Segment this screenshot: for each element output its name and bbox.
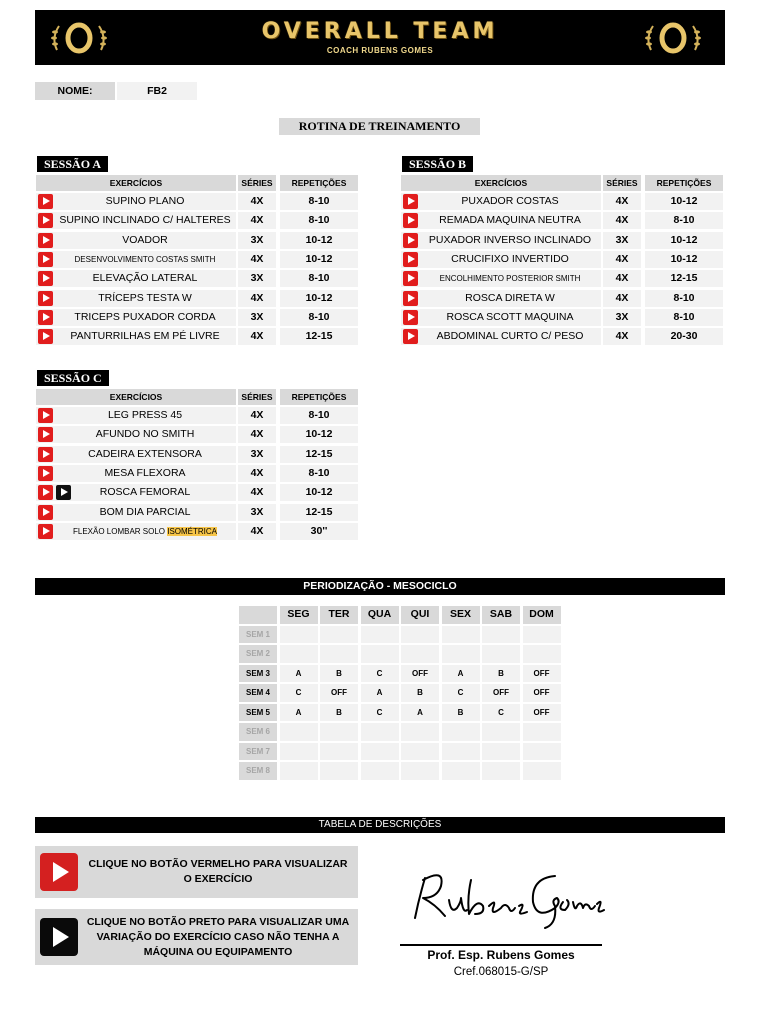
- reps-value: 8-10: [645, 290, 723, 307]
- reps-value: 8-10: [645, 212, 723, 229]
- day-cell: B: [320, 665, 358, 683]
- day-header: TER: [320, 606, 358, 624]
- black-play-icon: [40, 918, 78, 956]
- day-cell: [442, 723, 480, 741]
- table-row: [36, 270, 358, 288]
- day-cell: [280, 645, 318, 663]
- session-b: [401, 155, 723, 345]
- black-play-button[interactable]: [56, 485, 71, 500]
- red-play-button[interactable]: [403, 233, 418, 248]
- week-row: [239, 626, 563, 644]
- table-row: [401, 212, 723, 230]
- series-value: 4X: [238, 523, 276, 540]
- series-value: 4X: [238, 212, 276, 229]
- table-row: [36, 289, 358, 307]
- exercise-name: CADEIRA EXTENSORA: [88, 447, 202, 460]
- day-cell: [523, 743, 561, 761]
- table-row: [401, 231, 723, 249]
- week-label: SEM 8: [239, 762, 277, 780]
- exercise-name: SUPINO PLANO: [105, 195, 185, 208]
- day-cell: [523, 645, 561, 663]
- red-play-button[interactable]: [38, 505, 53, 520]
- reps-value: 10-12: [280, 484, 358, 501]
- day-cell: B: [401, 684, 439, 702]
- col-reps: REPETIÇÕES: [280, 175, 358, 191]
- red-play-button[interactable]: [403, 291, 418, 306]
- day-cell: A: [442, 665, 480, 683]
- reps-value: 12-15: [280, 446, 358, 463]
- day-cell: [320, 743, 358, 761]
- day-cell: [482, 723, 520, 741]
- day-cell: C: [361, 704, 399, 722]
- reps-value: 8-10: [280, 270, 358, 287]
- reps-value: 12-15: [280, 504, 358, 521]
- reps-value: 10-12: [280, 232, 358, 249]
- table-header: [401, 175, 723, 191]
- day-cell: [401, 743, 439, 761]
- col-reps: REPETIÇÕES: [645, 175, 723, 191]
- week-label: SEM 5: [239, 704, 277, 722]
- red-play-icon: [40, 853, 78, 891]
- black-button-text: CLIQUE NO BOTÃO PRETO PARA VISUALIZAR UMA VARIAÇÃO DO EXERCÍCIO CASO NÃO TENHA A MÁQUINA OU EQUIPAMENTO: [86, 915, 350, 958]
- student-name-row: [35, 82, 197, 100]
- exercise-name: ROSCA FEMORAL: [99, 486, 191, 499]
- series-value: 3X: [238, 232, 276, 249]
- col-reps: REPETIÇÕES: [280, 389, 358, 405]
- reps-value: 8-10: [645, 309, 723, 326]
- table-row: [36, 407, 358, 425]
- table-row: [401, 193, 723, 211]
- coach-subtitle: COACH RUBENS GOMES: [326, 46, 434, 55]
- exercise-name: PUXADOR COSTAS: [461, 195, 559, 208]
- day-cell: B: [482, 665, 520, 683]
- exercise-name: BOM DIA PARCIAL: [99, 505, 191, 518]
- exercise-name: ENCOLHIMENTO POSTERIOR SMITH: [439, 274, 581, 284]
- day-cell: A: [280, 704, 318, 722]
- red-play-button[interactable]: [403, 310, 418, 325]
- day-header: SEG: [280, 606, 318, 624]
- reps-value: 10-12: [645, 193, 723, 210]
- series-value: 4X: [603, 193, 641, 210]
- table-header: [36, 175, 358, 191]
- day-cell: C: [280, 684, 318, 702]
- day-cell: OFF: [523, 684, 561, 702]
- name-label: NOME:: [35, 82, 115, 100]
- series-value: 4X: [238, 484, 276, 501]
- series-value: 4X: [238, 328, 276, 345]
- reps-value: 10-12: [645, 251, 723, 268]
- signature-image: [405, 858, 605, 938]
- series-value: 4X: [603, 328, 641, 345]
- series-value: 4X: [603, 290, 641, 307]
- series-value: 3X: [603, 232, 641, 249]
- exercise-name: MESA FLEXORA: [104, 466, 186, 479]
- week-row: [239, 762, 563, 780]
- series-value: 3X: [238, 270, 276, 287]
- day-cell: C: [361, 665, 399, 683]
- day-cell: [361, 723, 399, 741]
- red-play-button[interactable]: [403, 271, 418, 286]
- exercise-name: PANTURRILHAS EM PÉ LIVRE: [70, 330, 220, 343]
- table-row: [36, 212, 358, 230]
- day-cell: [361, 645, 399, 663]
- red-play-button[interactable]: [38, 233, 53, 248]
- day-cell: [280, 762, 318, 780]
- series-value: 3X: [603, 309, 641, 326]
- week-row: [239, 665, 563, 683]
- day-cell: A: [361, 684, 399, 702]
- table-row: [401, 270, 723, 288]
- red-play-button[interactable]: [38, 329, 53, 344]
- day-header: DOM: [523, 606, 561, 624]
- day-cell: B: [320, 704, 358, 722]
- exercise-name-highlight: ISOMÉTRICA: [167, 526, 218, 536]
- day-cell: [442, 645, 480, 663]
- day-cell: [401, 762, 439, 780]
- day-cell: A: [280, 665, 318, 683]
- signature-line: [400, 944, 602, 946]
- red-play-button[interactable]: [403, 329, 418, 344]
- day-cell: C: [442, 684, 480, 702]
- day-cell: A: [401, 704, 439, 722]
- reps-value: 12-15: [645, 270, 723, 287]
- series-value: 4X: [603, 212, 641, 229]
- red-play-button[interactable]: [38, 466, 53, 481]
- series-value: 4X: [238, 251, 276, 268]
- reps-value: 8-10: [280, 212, 358, 229]
- week-label: SEM 6: [239, 723, 277, 741]
- series-value: 4X: [238, 426, 276, 443]
- col-exercises: EXERCÍCIOS: [36, 175, 236, 191]
- week-label: SEM 7: [239, 743, 277, 761]
- red-play-button[interactable]: [38, 194, 53, 209]
- reps-value: 8-10: [280, 465, 358, 482]
- team-title: OVERALL TEAM: [261, 19, 499, 44]
- table-row: [36, 251, 358, 269]
- day-cell: [482, 762, 520, 780]
- grid-header-row: [239, 606, 563, 624]
- day-cell: [280, 626, 318, 644]
- col-exercises: EXERCÍCIOS: [36, 389, 236, 405]
- session-label: SESSÃO A: [37, 156, 108, 172]
- series-value: 3X: [238, 309, 276, 326]
- black-button-description: [35, 909, 358, 965]
- day-header: QUA: [361, 606, 399, 624]
- red-play-button[interactable]: [38, 408, 53, 423]
- session-table: [401, 175, 723, 345]
- header-banner: [35, 10, 725, 65]
- day-cell: [401, 723, 439, 741]
- exercise-name: TRICEPS PUXADOR CORDA: [74, 310, 216, 323]
- table-header: [36, 389, 358, 405]
- session-table: [36, 175, 358, 345]
- day-cell: [361, 762, 399, 780]
- name-value: FB2: [117, 82, 197, 100]
- exercise-name: DESENVOLVIMENTO COSTAS SMITH: [74, 254, 216, 264]
- series-value: 4X: [238, 407, 276, 424]
- series-value: 4X: [238, 290, 276, 307]
- session-a: [36, 155, 358, 345]
- series-value: 4X: [603, 270, 641, 287]
- coach-name: Prof. Esp. Rubens Gomes: [427, 948, 575, 962]
- exercise-name: ROSCA SCOTT MAQUINA: [446, 310, 574, 323]
- day-cell: OFF: [482, 684, 520, 702]
- table-row: [36, 309, 358, 327]
- table-row: [36, 231, 358, 249]
- exercise-name: AFUNDO NO SMITH: [95, 428, 195, 441]
- table-row: [36, 426, 358, 444]
- red-play-button[interactable]: [38, 271, 53, 286]
- red-play-button[interactable]: [38, 291, 53, 306]
- red-play-button[interactable]: [403, 194, 418, 209]
- col-series: SÉRIES: [603, 175, 641, 191]
- red-play-button[interactable]: [38, 213, 53, 228]
- day-cell: [442, 743, 480, 761]
- day-cell: [361, 743, 399, 761]
- day-cell: [523, 723, 561, 741]
- reps-value: 10-12: [280, 290, 358, 307]
- periodization-title: PERIODIZAÇÃO - MESOCICLO: [35, 578, 725, 595]
- col-exercises: EXERCÍCIOS: [401, 175, 601, 191]
- day-cell: [523, 762, 561, 780]
- series-value: 4X: [603, 251, 641, 268]
- day-cell: OFF: [320, 684, 358, 702]
- table-row: [401, 309, 723, 327]
- exercise-name: ABDOMINAL CURTO C/ PESO: [436, 330, 584, 343]
- week-label: SEM 2: [239, 645, 277, 663]
- day-cell: [523, 626, 561, 644]
- day-header: SAB: [482, 606, 520, 624]
- reps-value: 10-12: [280, 251, 358, 268]
- reps-value: 8-10: [280, 193, 358, 210]
- exercise-name: SUPINO INCLINADO C/ HALTERES: [59, 214, 231, 227]
- red-play-button[interactable]: [38, 252, 53, 267]
- day-cell: [401, 645, 439, 663]
- red-play-button[interactable]: [38, 427, 53, 442]
- exercise-name: PUXADOR INVERSO INCLINADO: [428, 233, 592, 246]
- exercise-name: TRÍCEPS TESTA W: [98, 291, 192, 304]
- week-row: [239, 704, 563, 722]
- day-cell: [482, 645, 520, 663]
- day-cell: [320, 645, 358, 663]
- day-header: SEX: [442, 606, 480, 624]
- red-play-button[interactable]: [38, 524, 53, 539]
- reps-value: 10-12: [280, 426, 358, 443]
- table-row: [36, 484, 358, 502]
- table-row: [401, 328, 723, 346]
- periodization-grid: [239, 606, 563, 782]
- week-label: SEM 1: [239, 626, 277, 644]
- red-play-button[interactable]: [403, 213, 418, 228]
- day-cell: [482, 626, 520, 644]
- routine-title: ROTINA DE TREINAMENTO: [279, 118, 480, 135]
- day-cell: [482, 743, 520, 761]
- exercise-name: LEG PRESS 45: [107, 409, 183, 422]
- day-cell: OFF: [401, 665, 439, 683]
- table-row: [36, 445, 358, 463]
- coach-cref: Cref.068015-G/SP: [453, 966, 549, 978]
- exercise-name: ELEVAÇÃO LATERAL: [92, 272, 198, 285]
- day-cell: B: [442, 704, 480, 722]
- week-row: [239, 645, 563, 663]
- week-row: [239, 684, 563, 702]
- red-button-description: [35, 846, 358, 898]
- reps-value: 8-10: [280, 309, 358, 326]
- session-c: [36, 369, 358, 540]
- exercise-name: REMADA MAQUINA NEUTRA: [439, 214, 581, 227]
- exercise-name-prefix: FLEXÃO LOMBAR SOLO: [72, 526, 168, 536]
- day-cell: [280, 723, 318, 741]
- red-play-button[interactable]: [38, 310, 53, 325]
- col-series: SÉRIES: [238, 389, 276, 405]
- red-play-button[interactable]: [403, 252, 418, 267]
- week-label: SEM 3: [239, 665, 277, 683]
- table-row: [401, 251, 723, 269]
- red-play-button[interactable]: [38, 485, 53, 500]
- session-table: [36, 389, 358, 540]
- day-header: QUI: [401, 606, 439, 624]
- day-cell: [401, 626, 439, 644]
- day-cell: [442, 626, 480, 644]
- exercise-name: ROSCA DIRETA W: [465, 291, 555, 304]
- day-cell: [361, 626, 399, 644]
- table-row: [36, 193, 358, 211]
- table-row: [36, 465, 358, 483]
- table-row: [36, 328, 358, 346]
- reps-value: 8-10: [280, 407, 358, 424]
- week-row: [239, 723, 563, 741]
- day-cell: C: [482, 704, 520, 722]
- laurel-o-logo-icon: [641, 20, 705, 56]
- session-label: SESSÃO C: [37, 370, 109, 386]
- day-cell: [320, 723, 358, 741]
- week-row: [239, 743, 563, 761]
- reps-value: 30'': [280, 523, 358, 540]
- corner-cell: [239, 606, 277, 624]
- reps-value: 12-15: [280, 328, 358, 345]
- day-cell: OFF: [523, 704, 561, 722]
- table-row: [401, 289, 723, 307]
- reps-value: 10-12: [645, 232, 723, 249]
- series-value: 3X: [238, 446, 276, 463]
- series-value: 3X: [238, 504, 276, 521]
- day-cell: [320, 626, 358, 644]
- table-row: [36, 503, 358, 521]
- red-button-text: CLIQUE NO BOTÃO VERMELHO PARA VISUALIZAR O EXERCÍCIO: [88, 858, 348, 885]
- session-label: SESSÃO B: [402, 156, 473, 172]
- series-value: 4X: [238, 465, 276, 482]
- col-series: SÉRIES: [238, 175, 276, 191]
- red-play-button[interactable]: [38, 447, 53, 462]
- exercise-name: CRUCIFIXO INVERTIDO: [451, 252, 569, 265]
- day-cell: OFF: [523, 665, 561, 683]
- exercise-name: VOADOR: [122, 233, 168, 246]
- descriptions-title: TABELA DE DESCRIÇÕES: [35, 817, 725, 833]
- day-cell: [280, 743, 318, 761]
- day-cell: [442, 762, 480, 780]
- series-value: 4X: [238, 193, 276, 210]
- reps-value: 20-30: [645, 328, 723, 345]
- table-row: [36, 523, 358, 541]
- week-label: SEM 4: [239, 684, 277, 702]
- day-cell: [320, 762, 358, 780]
